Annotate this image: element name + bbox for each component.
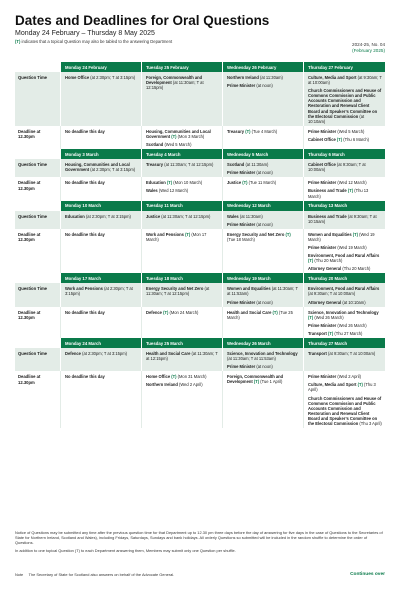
session-time: (at 10:10am) xyxy=(342,299,366,305)
department-name: Prime Minister xyxy=(308,180,337,186)
department-entry xyxy=(146,188,219,193)
department-entry xyxy=(146,129,219,139)
department-name: Defence xyxy=(65,351,81,356)
department-entry xyxy=(65,162,138,172)
topical-note-text: indicates that a topical Question may also be tabled to the answering Department xyxy=(20,39,173,44)
session-time: (Wed 2 April) xyxy=(337,374,361,380)
schedule-cell xyxy=(303,307,385,338)
department-name: No deadline this day xyxy=(65,180,105,186)
day-header: Wednesday 26 March xyxy=(222,338,303,348)
session-time: (T) (Mon 10 March) xyxy=(166,180,203,186)
schedule-cell xyxy=(222,126,303,149)
department-entry xyxy=(146,232,219,242)
department-entry xyxy=(308,253,382,263)
department-name: Church Commissioners and House of Commons Commission and Public Accounts Commission and Restoration and Renewal Client Board and Speaker’s Committee on the Electoral Commission xyxy=(308,88,382,119)
session-time: (at 11:30am; T at 12:15pm) xyxy=(146,351,218,362)
department-entry xyxy=(308,162,382,172)
header-spacer xyxy=(15,149,60,159)
department-entry xyxy=(308,245,382,250)
session-time: (at 9:30am; T at 10:00am) xyxy=(308,75,382,86)
continues-over-link: Continues over xyxy=(350,572,385,577)
schedule-cell xyxy=(141,177,222,200)
row-label: Deadline at 12.30pm xyxy=(18,309,41,320)
schedule-cell xyxy=(60,283,141,306)
page-title: Dates and Deadlines for Oral Questions xyxy=(15,13,270,28)
department-entry xyxy=(146,374,219,379)
publication-ref xyxy=(352,42,385,54)
schedule-cell xyxy=(222,348,303,371)
day-header: Thursday 13 March xyxy=(303,201,385,211)
day-header: Wednesday 5 March xyxy=(222,149,303,159)
schedule-cell xyxy=(303,126,385,149)
schedule-cell xyxy=(141,307,222,338)
schedule-cell xyxy=(141,159,222,177)
session-time: (at noon) xyxy=(256,170,273,176)
session-time: (T) (Mon 24 March) xyxy=(163,309,199,315)
question-time-row xyxy=(15,211,385,229)
session-time: (Wed 5 March) xyxy=(337,128,365,134)
department-entry xyxy=(308,266,382,271)
department-name: Cabinet Office xyxy=(308,136,336,142)
department-name: Housing, Communities and Local Government xyxy=(146,128,211,139)
department-name: Culture, Media and Sport xyxy=(308,382,357,388)
ref-session: (February 2025) xyxy=(352,48,385,53)
department-entry xyxy=(308,396,382,427)
department-name: Environment, Food and Rural Affairs xyxy=(308,286,380,292)
session-time: (T) (Tue 4 March) xyxy=(245,128,278,134)
session-time: (T) (Mon 17 March) xyxy=(146,231,207,242)
session-time: (T) (Thu 27 March) xyxy=(328,330,363,336)
schedule-cell xyxy=(60,159,141,177)
department-entry xyxy=(227,351,300,361)
department-entry xyxy=(308,232,382,242)
footer-note-text: The Secretary of State for Scotland also answers on behalf of the Advocate General. xyxy=(28,572,175,577)
day-header: Monday 3 March xyxy=(60,149,141,159)
department-name: Energy Security and Net Zero xyxy=(227,231,285,237)
department-name: Prime Minister xyxy=(308,374,337,380)
schedule-cell xyxy=(141,229,222,274)
department-entry xyxy=(308,137,382,142)
department-name: Work and Pensions xyxy=(65,286,103,292)
department-name: Foreign, Commonwealth and Development xyxy=(146,75,203,86)
department-entry xyxy=(146,351,219,361)
department-entry xyxy=(308,310,382,320)
session-time: (T) (Thu 6 March) xyxy=(336,136,369,142)
day-header: Thursday 6 March xyxy=(303,149,385,159)
deadline-row xyxy=(15,307,385,338)
department-entry xyxy=(227,310,300,320)
header-spacer xyxy=(15,338,60,348)
department-entry xyxy=(227,162,300,167)
day-header: Monday 17 March xyxy=(60,273,141,283)
row-label: Question Time xyxy=(15,348,60,371)
department-name: No deadline this day xyxy=(65,231,105,237)
session-time: (Thu 3 April) xyxy=(359,421,382,427)
row-label: Question Time xyxy=(15,72,60,126)
session-time: (Thu 20 March) xyxy=(342,266,371,272)
session-time: (Wed 26 March) xyxy=(337,322,367,328)
department-name: Foreign, Commonwealth and Development xyxy=(227,374,284,385)
schedule-cell xyxy=(222,371,303,428)
schedule-cell xyxy=(303,229,385,274)
day-header: Wednesday 19 March xyxy=(222,273,303,283)
footer xyxy=(15,530,385,577)
department-entry xyxy=(65,374,138,379)
department-name: Education xyxy=(65,213,85,219)
day-header-row xyxy=(15,62,385,72)
schedule-cell xyxy=(222,229,303,274)
schedule-cell xyxy=(60,211,141,229)
department-name: Scotland xyxy=(227,162,245,168)
department-entry xyxy=(146,75,219,90)
department-entry xyxy=(65,214,138,219)
deadline-row xyxy=(15,177,385,200)
department-name: Defence xyxy=(146,309,162,315)
department-name: Northern Ireland xyxy=(227,75,259,80)
department-name: Business and Trade xyxy=(308,188,347,194)
department-entry xyxy=(308,75,382,85)
day-header: Monday 10 March xyxy=(60,201,141,211)
day-header: Wednesday 12 March xyxy=(222,201,303,211)
session-time: (T) (Wed 26 March) xyxy=(308,314,344,320)
schedule-cell xyxy=(141,283,222,306)
session-time: (T) (Thu 13 March) xyxy=(308,188,369,199)
schedule-cell xyxy=(60,177,141,200)
session-time: (at 11:30am) xyxy=(260,75,283,80)
department-name: Home Office xyxy=(146,374,171,380)
header-spacer xyxy=(15,273,60,283)
schedule-cell xyxy=(222,72,303,126)
session-time: (at 11:30am; T at 11:53am) xyxy=(227,286,298,297)
schedule-cell xyxy=(141,72,222,126)
topical-marker: (T) xyxy=(15,39,21,44)
department-entry xyxy=(227,286,300,296)
department-name: Justice xyxy=(146,213,161,219)
schedule-cell xyxy=(303,371,385,428)
schedule-cell xyxy=(60,72,141,126)
department-entry xyxy=(308,300,382,305)
day-header-row xyxy=(15,338,385,348)
department-entry xyxy=(308,88,382,124)
department-entry xyxy=(308,214,382,224)
session-time: (Wed 12 March) xyxy=(337,180,367,186)
department-name: Attorney General xyxy=(308,266,342,272)
session-time: (T) (Tue 11 March) xyxy=(242,180,277,186)
question-time-row xyxy=(15,72,385,126)
footer-paragraph-1: Notice of Questions may be submitted any time after the previous question time for that Department up to 12.30 pm three days before the day of answering for five days in the case of Questions to the Secretaries of State for Northern Ireland, Scotland and Wales), including Fridays, Saturdays, Sundays and bank holidays. All orderly Questions so submitted will be included in the random shuffle to determine the order of Questions. xyxy=(15,530,383,545)
department-name: Church Commissioners and House of Commons Commission and Public Accounts Commission and Restoration and Renewal Client Board and Speaker’s Committee on the Electoral Commission xyxy=(308,395,382,427)
week-block xyxy=(15,62,385,149)
schedule-cell xyxy=(303,348,385,371)
session-time: (T) (Tue 1 April) xyxy=(253,379,283,385)
department-name: Housing, Communities and Local Government xyxy=(65,162,130,173)
session-time: (at 9:30am; T at 10:00am) xyxy=(308,162,366,173)
session-time: (at 2:30pm; T at 3:15pm) xyxy=(65,286,133,297)
session-time: (at 11:30am; T at 12:15pm) xyxy=(146,286,210,297)
schedule-cell xyxy=(60,229,141,274)
schedule-cell xyxy=(222,307,303,338)
session-time: (T) (Mon 3 March) xyxy=(171,133,205,139)
day-header: Tuesday 4 March xyxy=(141,149,222,159)
deadline-row xyxy=(15,371,385,428)
department-name: Transport xyxy=(308,330,327,336)
schedule-cell xyxy=(222,211,303,229)
department-name: No deadline this day xyxy=(65,128,105,134)
schedule-cell xyxy=(222,177,303,200)
row-label: Deadline at 12.30pm xyxy=(18,374,41,385)
department-entry xyxy=(308,286,382,296)
department-entry xyxy=(308,382,382,392)
session-time: (at 9:30am; T at 10:00am) xyxy=(328,351,376,356)
department-entry xyxy=(308,188,382,198)
session-time: (at 11:30am) xyxy=(245,162,269,168)
department-name: Justice xyxy=(227,180,242,186)
question-time-row xyxy=(15,348,385,371)
department-entry xyxy=(227,232,300,242)
department-entry xyxy=(65,180,138,185)
department-name: Science, Innovation and Technology xyxy=(308,309,379,315)
department-name: Business and Trade xyxy=(308,213,347,219)
day-header: Thursday 27 March xyxy=(303,338,385,348)
schedule-table xyxy=(15,62,385,428)
department-entry xyxy=(308,323,382,328)
session-time: (at noon) xyxy=(256,299,273,305)
department-name: Attorney General xyxy=(308,299,342,305)
row-label: Deadline at 12.30pm xyxy=(18,128,41,140)
department-name: Education xyxy=(146,180,166,186)
schedule-cell xyxy=(303,177,385,200)
day-header: Monday 24 March xyxy=(60,338,141,348)
session-time: (Wed 19 March) xyxy=(337,244,367,250)
department-entry xyxy=(65,75,138,80)
date-range-subtitle: Monday 24 February – Thursday 8 May 2025 xyxy=(15,30,155,37)
schedule-cell xyxy=(222,159,303,177)
department-name: Northern Ireland xyxy=(146,382,178,388)
department-name: Treasury xyxy=(227,128,245,134)
schedule-cell xyxy=(141,211,222,229)
department-name: Scotland xyxy=(146,142,164,148)
schedule-cell xyxy=(222,283,303,306)
row-label: Question Time xyxy=(15,283,60,306)
header-spacer xyxy=(15,62,60,72)
session-time: (T) (Mon 31 March) xyxy=(171,374,207,380)
department-entry xyxy=(308,129,382,134)
session-time: (at noon) xyxy=(256,83,273,89)
department-entry xyxy=(227,83,300,88)
session-time: (T) (Thu 3 April) xyxy=(308,382,376,393)
department-name: Prime Minister xyxy=(308,128,337,134)
department-entry xyxy=(146,162,219,167)
question-time-row xyxy=(15,159,385,177)
department-entry xyxy=(65,310,138,315)
department-name: Prime Minister xyxy=(308,322,337,328)
department-name: Prime Minister xyxy=(227,364,256,370)
session-time: (at 9:30am; T at 10:15am) xyxy=(308,213,377,224)
department-entry xyxy=(65,286,138,296)
department-name: Wales xyxy=(227,213,239,219)
department-entry xyxy=(227,180,300,185)
day-header-row xyxy=(15,201,385,211)
session-time: (at 11:30am; T at 12:15pm) xyxy=(161,213,211,219)
schedule-cell xyxy=(60,371,141,428)
schedule-cell xyxy=(141,371,222,428)
department-entry xyxy=(227,374,300,384)
day-header: Thursday 20 March xyxy=(303,273,385,283)
department-name: Environment, Food and Rural Affairs xyxy=(308,253,380,259)
schedule-cell xyxy=(60,126,141,149)
deadline-row xyxy=(15,126,385,149)
department-name: Prime Minister xyxy=(308,244,337,250)
day-header: Monday 24 February xyxy=(60,62,141,72)
row-label: Question Time xyxy=(15,159,60,177)
department-name: Health and Social Care xyxy=(146,351,191,356)
department-entry xyxy=(65,351,138,356)
session-time: (at 11:30am; T at 12:15pm) xyxy=(146,80,204,91)
schedule-cell xyxy=(303,283,385,306)
day-header: Tuesday 11 March xyxy=(141,201,222,211)
session-time: (at 11:30am; T at 11:53am) xyxy=(227,356,276,362)
department-entry xyxy=(227,222,300,227)
row-label: Question Time xyxy=(15,211,60,229)
department-name: Women and Equalities xyxy=(227,286,271,292)
department-entry xyxy=(227,75,300,80)
department-name: Treasury xyxy=(146,162,164,168)
day-header: Tuesday 25 February xyxy=(141,62,222,72)
row-label: Deadline at 12.30pm xyxy=(18,180,41,191)
department-name: Energy Security and Net Zero xyxy=(146,286,204,292)
department-entry xyxy=(308,180,382,185)
session-time: (Wed 12 March) xyxy=(158,188,189,194)
department-name: Prime Minister xyxy=(227,299,256,305)
page xyxy=(15,13,385,591)
session-time: (Wed 5 March) xyxy=(164,142,192,148)
session-time: (at 9:30am; T at 10:00am) xyxy=(308,291,356,297)
department-name: Prime Minister xyxy=(227,170,256,176)
session-time: (at noon) xyxy=(256,221,273,227)
department-entry xyxy=(146,382,219,387)
session-time: (at 10:10am) xyxy=(308,113,365,124)
department-entry xyxy=(65,232,138,237)
session-time: (at 11:30am; T at 12:15pm) xyxy=(164,162,214,168)
week-block xyxy=(15,273,385,338)
department-entry xyxy=(227,214,300,219)
schedule-cell xyxy=(60,307,141,338)
session-time: (T) (Thu 20 March) xyxy=(308,258,343,264)
session-time: (at 2:30pm; T at 3:15pm) xyxy=(90,75,136,80)
department-name: Prime Minister xyxy=(227,83,256,89)
department-entry xyxy=(227,364,300,369)
session-time: (at 2:30pm; T at 3:15pm) xyxy=(90,167,136,173)
session-time: (T) (Tue 18 March) xyxy=(227,231,291,242)
department-entry xyxy=(227,129,300,134)
department-name: Work and Pensions xyxy=(146,231,184,237)
schedule-cell xyxy=(303,211,385,229)
session-time: (at 2:30pm; T at 3:15pm) xyxy=(85,213,131,219)
department-entry xyxy=(146,142,219,147)
department-name: Health and Social Care xyxy=(227,309,272,315)
department-name: Transport xyxy=(308,351,327,356)
schedule-cell xyxy=(141,348,222,371)
department-name: No deadline this day xyxy=(65,309,105,315)
department-name: Culture, Media and Sport xyxy=(308,75,357,80)
header-spacer xyxy=(15,201,60,211)
day-header: Tuesday 25 March xyxy=(141,338,222,348)
session-time: (at 11:30am) xyxy=(239,213,263,219)
department-entry xyxy=(308,331,382,336)
department-entry xyxy=(146,310,219,315)
schedule-cell xyxy=(303,159,385,177)
department-entry xyxy=(308,351,382,356)
department-name: Home Office xyxy=(65,75,90,80)
department-name: Prime Minister xyxy=(227,221,256,227)
day-header: Thursday 27 February xyxy=(303,62,385,72)
day-header: Tuesday 18 March xyxy=(141,273,222,283)
department-name: No deadline this day xyxy=(65,374,105,380)
row-label: Deadline at 12.30pm xyxy=(18,231,41,243)
day-header-row xyxy=(15,273,385,283)
session-time: (at 2:30pm; T at 3:15pm) xyxy=(82,351,127,356)
week-block xyxy=(15,338,385,428)
session-time: (Wed 2 April) xyxy=(179,382,203,388)
footer-note-row xyxy=(15,572,385,577)
department-entry xyxy=(227,170,300,175)
day-header-row xyxy=(15,149,385,159)
department-name: Science, Innovation and Technology xyxy=(227,351,298,356)
ref-code: 2024-25, No. 04 xyxy=(352,42,385,47)
department-entry xyxy=(308,374,382,379)
deadline-row xyxy=(15,229,385,274)
department-entry xyxy=(227,300,300,305)
department-name: Women and Equalities xyxy=(308,231,352,237)
department-entry xyxy=(146,180,219,185)
session-time: (T) (Tue 25 March) xyxy=(227,309,293,320)
footer-note-label: Note xyxy=(15,572,24,577)
session-time: (at noon) xyxy=(256,364,273,370)
footer-paragraph-2: In addition to one topical Question (T) to each Department answering them, Members may submit only one Question per shuffle. xyxy=(15,548,236,553)
schedule-cell xyxy=(141,126,222,149)
week-block xyxy=(15,201,385,274)
day-header: Wednesday 26 February xyxy=(222,62,303,72)
schedule-cell xyxy=(60,348,141,371)
week-block xyxy=(15,149,385,200)
topical-note xyxy=(15,39,385,45)
session-time: (T) (Wed 19 March) xyxy=(308,231,375,242)
schedule-cell xyxy=(303,72,385,126)
department-entry xyxy=(146,286,219,296)
question-time-row xyxy=(15,283,385,306)
department-entry xyxy=(146,214,219,219)
department-name: Cabinet Office xyxy=(308,162,336,168)
department-entry xyxy=(65,129,138,134)
department-name: Wales xyxy=(146,188,158,194)
